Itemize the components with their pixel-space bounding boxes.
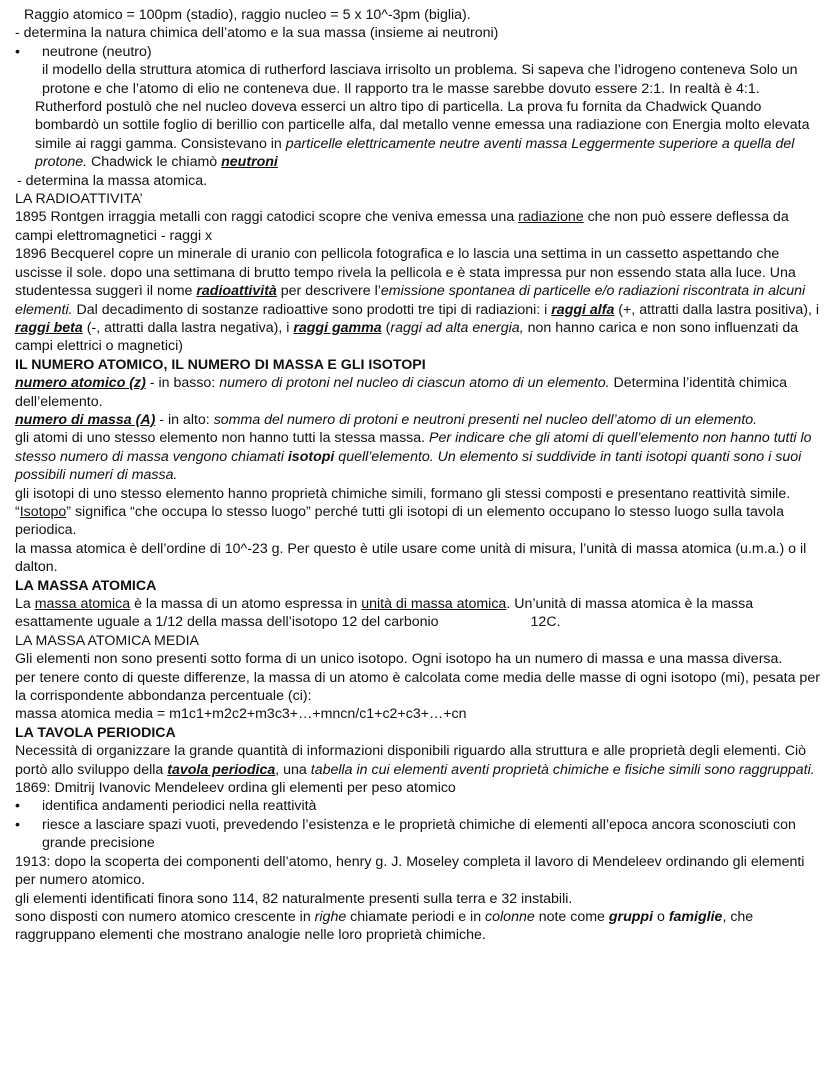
becquerel-paragraph: 1896 Becquerel copre un minerale di uranio con pellicola fotografica e lo lascia una settima in un cassetto aspettando che uscisse il sole. dopo una settimana di brutto tempo rivela la pellicola e è stata impressa pur non essendo stata alla luce. Una studentessa suggerì il nome radioattività per descrivere l’emissione spontanea di particelle e/o radiazioni riscontrata in alcuni elementi. Dal decadimento di sostanze radioattive sono prodotti tre tipi di radiazioni: i raggi alfa (+, attratti dalla lastra positiva), i raggi beta (-, attratti dalla lastra negativa), i raggi gamma (raggi ad alta energia, non hanno carica e non sono influenzati da campi elettrici o magnetici): [15, 246, 819, 355]
atomic-mass-definition: La massa atomica è la massa di un atomo espressa in unità di massa atomica. Un’unità di massa atomica è la massa esattamente uguale a 1/12 della massa dell’isotopo 12 del carbonio 12C.: [15, 596, 754, 631]
gamma-term: raggi gamma: [293, 319, 382, 336]
bullet-icon: •: [15, 798, 20, 815]
moseley-paragraph: 1913: dopo la scoperta dei componenti dell’atomo, henry g. J. Moseley completa il lavoro di Mendeleev ordinando gli elementi per numero atomico.: [15, 853, 805, 889]
mendeleev-bullet-2: • riesce a lasciare spazi vuoti, prevedendo l’esistenza e le proprietà chimiche di elementi all’epoca ancora sconosciuti con grande precisione: [15, 816, 796, 852]
average-mass-paragraph-1: Gli elementi non sono presenti sotto forma di un unico isotopo. Ogni isotopo ha un numero di massa e una massa diversa.: [15, 651, 783, 668]
atomic-number-definition: numero atomico (z) - in basso: numero di protoni nel nucleo di ciascun atomo di un elemento. Determina l’identità chimica dell’elemento.: [15, 375, 788, 410]
mendeleev-bullet-1: • identifica andamenti periodici nella reattività: [15, 798, 317, 815]
heading-periodic-table: LA TAVOLA PERIODICA: [15, 724, 176, 741]
nucleus-role-line: - determina la natura chimica dell’atomo e la sua massa (insieme ai neutroni): [15, 25, 499, 42]
chadwick-paragraph: Rutherford postulò che nel nucleo doveva esserci un altro tipo di particella. La prova fu fornita da Chadwick Quando bombardò un sottile foglio di berillio con particelle alfa, dal metallo venne emessa una radiazione con Energia molto elevata simile ai raggi gamma. Consistevano in particelle elettricamente neutre aventi massa Leggermente superiore a quella del protone. Chadwick le chiamò neutroni: [35, 99, 810, 171]
bullet-icon: •: [15, 43, 20, 60]
rutherford-problem-paragraph: il modello della struttura atomica di rutherford lasciava irrisolto un problema. Si sapeva che l’idrogeno conteneva Solo un protone e che l’atomo di elio ne conteneva due. Il rapporto tra le masse sarebbe dovuto essere 2:1. In realtà è 4:1.: [42, 62, 798, 97]
mass-role-line: - determina la massa atomica.: [17, 172, 208, 189]
atomic-radius-line: Raggio atomico = 100pm (stadio), raggio nucleo = 5 x 10^-3pm (biglia).: [24, 7, 471, 23]
isotope-meaning-paragraph: “Isotopo” significa “che occupa lo stesso luogo” perché tutti gli isotopi di un elemento occupano lo stesso luogo sulla tavola periodica.: [15, 503, 784, 539]
beta-term: raggi beta: [15, 319, 83, 336]
atomic-mass-unit-paragraph: la massa atomica è dell’ordine di 10^-23 g. Per questo è utile usare come unità di misura, l’unità di massa atomica (u.m.a.) o il dalton.: [15, 540, 807, 576]
average-mass-paragraph-2: per tenere conto di queste differenze, la massa di un atomo è calcolata come media delle masse di ogni isotopo (mi), pesata per la corrispondente abbondanza percentuale (ci):: [15, 669, 820, 705]
neutroni-term: neutroni: [221, 154, 278, 171]
neutron-bullet: • neutrone (neutro): [15, 43, 152, 60]
mendeleev-line: 1869: Dmitrij Ivanovic Mendeleev ordina gli elementi per peso atomico: [15, 780, 456, 797]
document-page: [15, 6, 821, 945]
rontgen-paragraph: 1895 Rontgen irraggia metalli con raggi catodici scopre che veniva emessa una radiazione che non può essere deflessa da campi elettromagnetici - raggi x: [15, 209, 789, 244]
periodic-table-intro: Necessità di organizzare la grande quantità di informazioni disponibili riguardo alla struttura e alle proprietà degli elementi. Ciò portò allo sviluppo della tavola periodica, una tabella in cui elementi aventi proprietà chimiche e fisiche simili sono raggruppati.: [15, 743, 815, 778]
heading-radioactivity: LA RADIOATTIVITA’: [15, 191, 143, 208]
mass-number-definition: numero di massa (A) - in alto: somma del numero di protoni e neutroni presenti nel nucleo dell’atomo di un elemento.: [15, 411, 758, 428]
alpha-term: raggi alfa: [551, 301, 615, 318]
isotopes-properties-paragraph: gli isotopi di uno stesso elemento hanno proprietà chimiche simili, formano gli stessi composti e presentano reattività simile.: [15, 485, 791, 502]
radioactivity-term: radioattività: [196, 283, 277, 300]
average-mass-formula: massa atomica media = m1c1+m2c2+m3c3+…+mncn/c1+c2+c3+…+cn: [15, 706, 467, 723]
periods-groups-paragraph: sono disposti con numero atomico crescente in righe chiamate periodi e in colonne note come gruppi o famiglie, che raggruppano elementi che mostrano analogie nelle loro proprietà chimiche.: [15, 908, 754, 944]
isotopes-paragraph: gli atomi di uno stesso elemento non hanno tutti la stessa massa. Per indicare che gli atomi di quell’elemento non hanno tutti lo stesso numero di massa vengono chiamati isotopi quell’elemento. Un elemento si suddivide in tanti isotopi quanti sono i suoi possibili numeri di massa.: [15, 430, 812, 484]
heading-atomic-number: IL NUMERO ATOMICO, IL NUMERO DI MASSA E GLI ISOTOPI: [15, 356, 426, 373]
elements-count-line: gli elementi identificati finora sono 114, 82 naturalmente presenti sulla terra e 32 instabili.: [15, 890, 573, 907]
heading-atomic-mass: LA MASSA ATOMICA: [15, 577, 157, 594]
bullet-icon: •: [15, 816, 20, 833]
heading-average-atomic-mass: LA MASSA ATOMICA MEDIA: [15, 632, 199, 649]
